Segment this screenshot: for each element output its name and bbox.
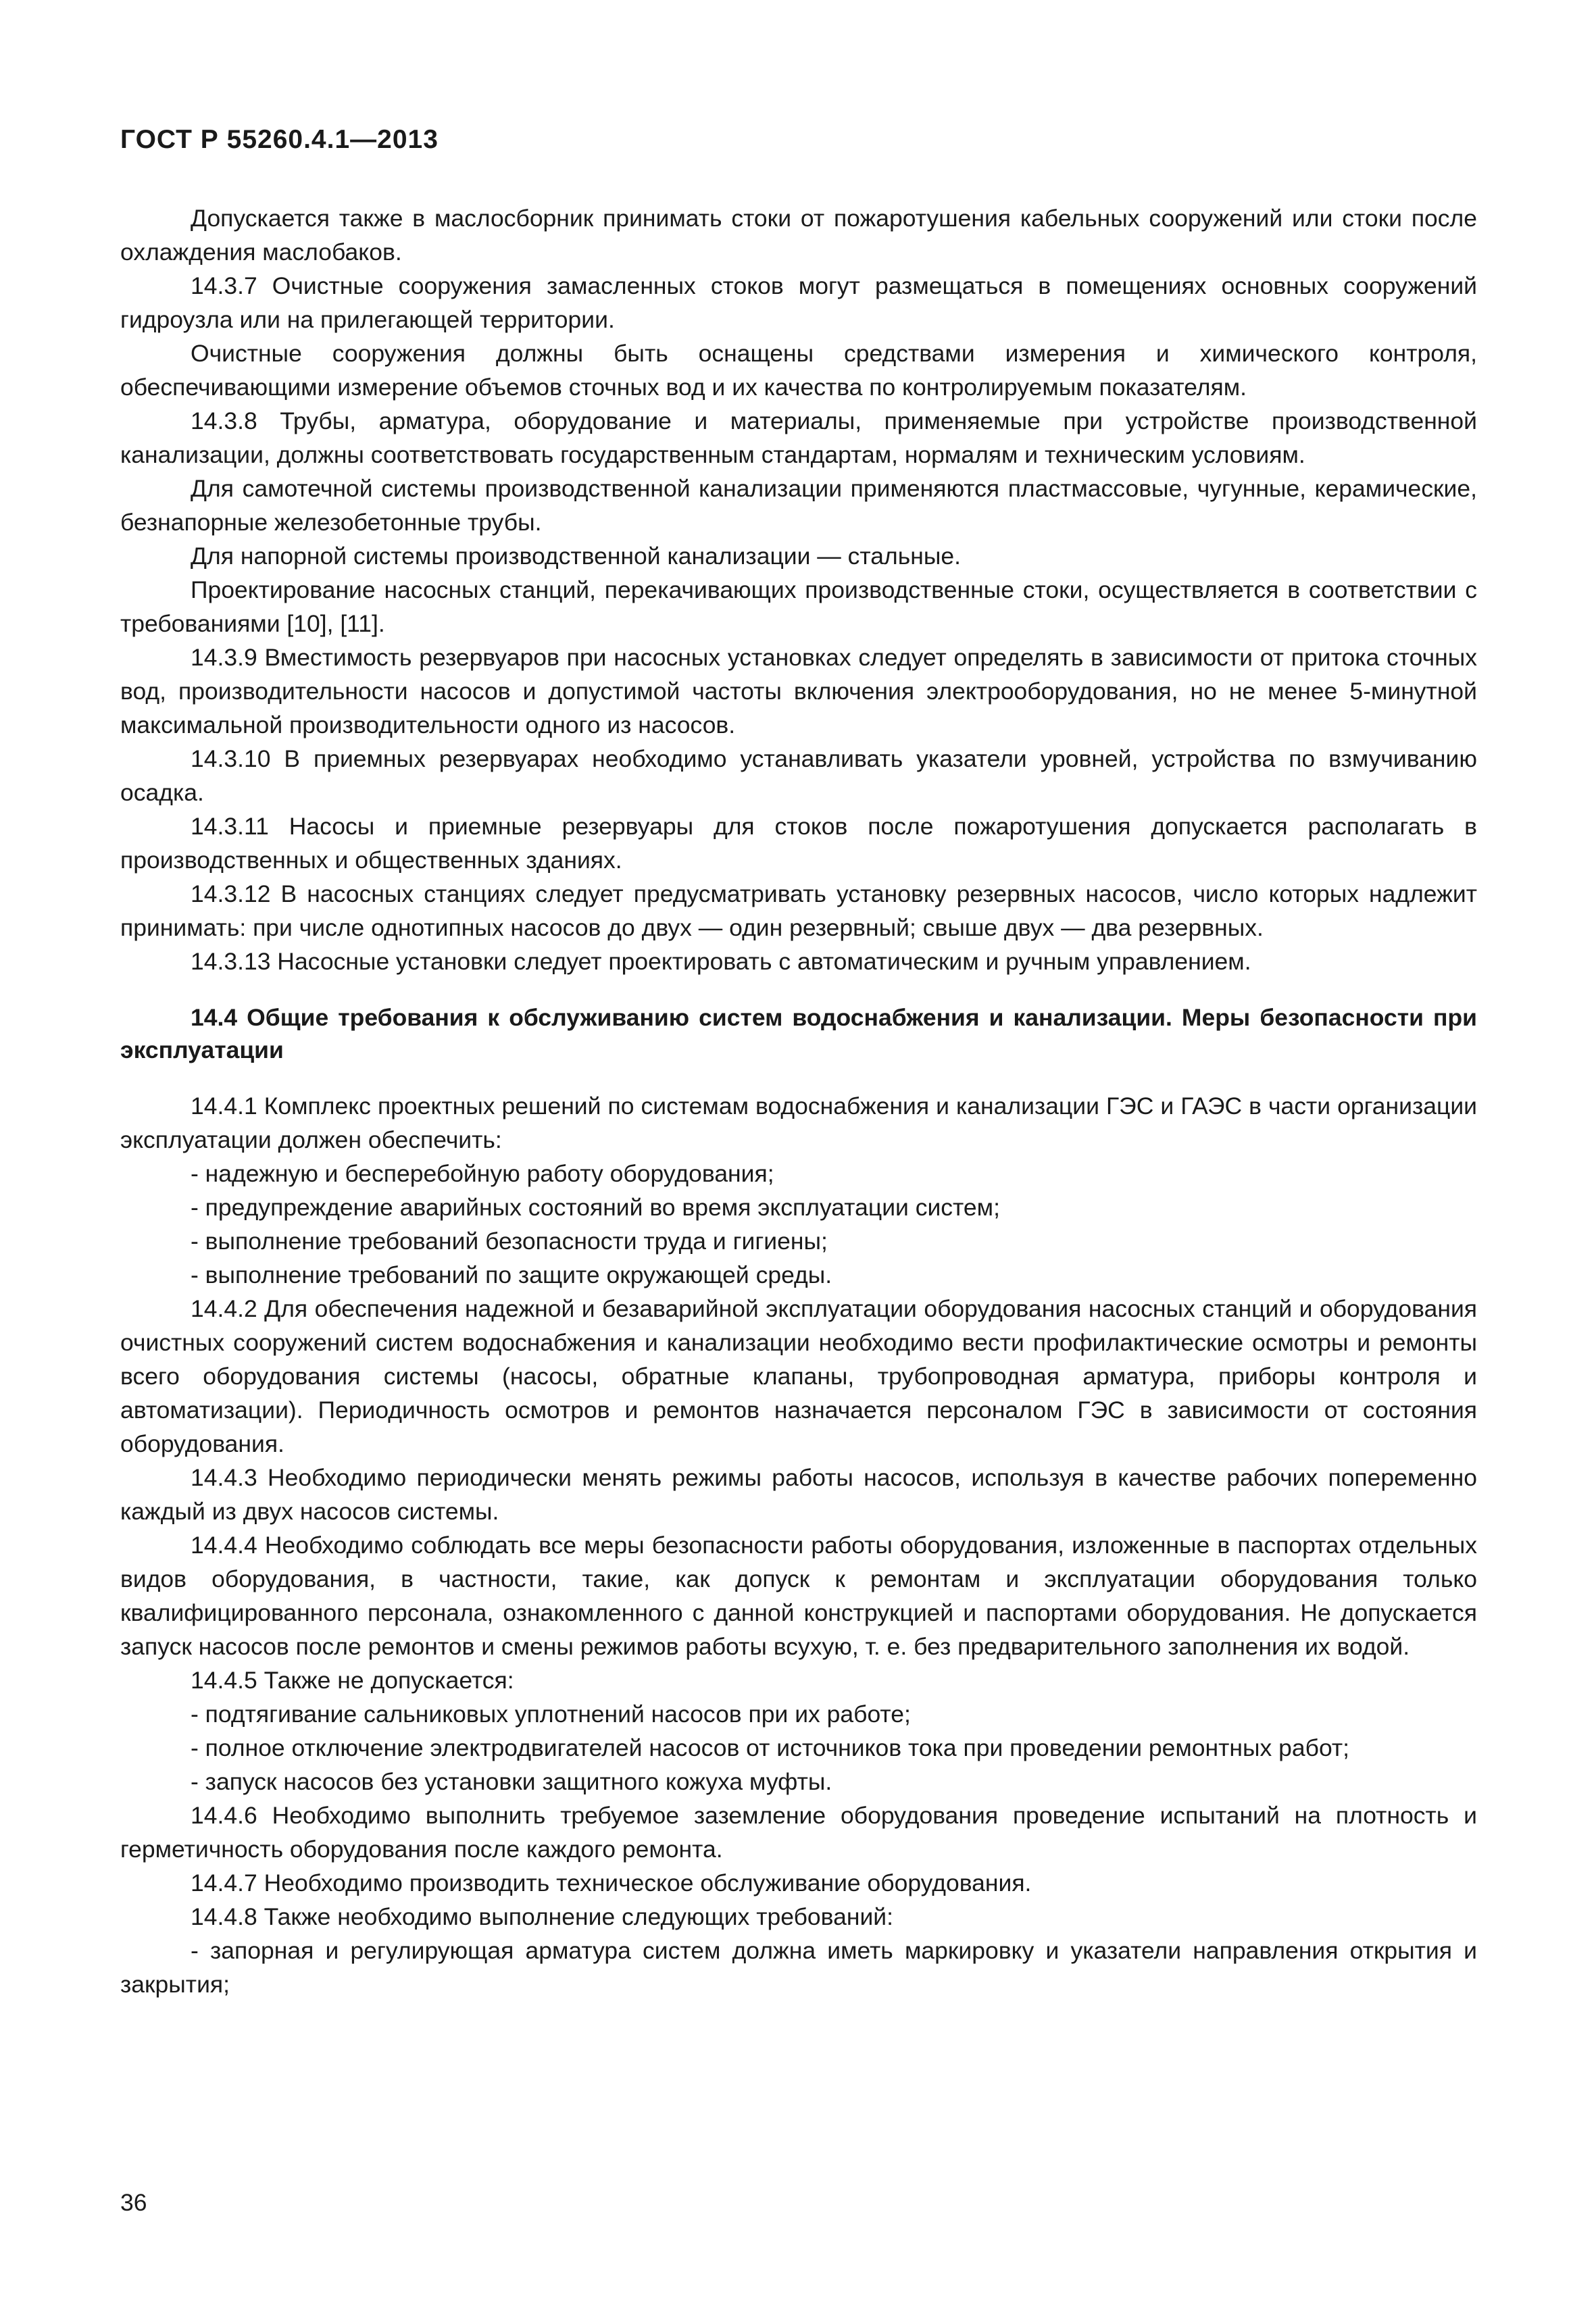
paragraph: 14.4.2 Для обеспечения надежной и безаварийной эксплуатации оборудования насосных станций и оборудования очистных сооружений систем водоснабжения и канализации необходимо вести профилактические осмотры и ремонты всего оборудования системы (насосы, обратные клапаны, трубопроводная арматура, приборы контроля и автоматизации). Периодичность осмотров и ремонтов назначается персоналом ГЭС в зависимости от состояния оборудования. bbox=[120, 1295, 1477, 1457]
paragraph: 14.4.6 Необходимо выполнить требуемое заземление оборудования проведение испытаний на плотность и герметичность оборудования после каждого ремонта. bbox=[120, 1802, 1477, 1863]
paragraph: Допускается также в маслосборник принимать стоки от пожаротушения кабельных сооружений или стоки после охлаждения маслобаков. bbox=[120, 205, 1477, 266]
document-body bbox=[120, 201, 1477, 2001]
list-item: - подтягивание сальниковых уплотнений насосов при их работе; bbox=[191, 1701, 911, 1728]
list-item: - предупреждение аварийных состояний во время эксплуатации систем; bbox=[191, 1194, 1000, 1221]
paragraph: 14.4.8 Также необходимо выполнение следующих требований: bbox=[191, 1903, 893, 1930]
list-item: - запорная и регулирующая арматура систем должна иметь маркировку и указатели направления открытия и закрытия; bbox=[120, 1937, 1477, 1998]
list-item: - выполнение требований по защите окружающей среды. bbox=[191, 1261, 832, 1288]
paragraph: 14.3.8 Трубы, арматура, оборудование и материалы, применяемые при устройстве производственной канализации, должны соответствовать государственным стандартам, нормалям и техническим условиям. bbox=[120, 407, 1477, 468]
paragraph: 14.3.9 Вместимость резервуаров при насосных установках следует определять в зависимости от притока сточных вод, производительности насосов и допустимой частоты включения электрооборудования, но не менее 5-минутной максимальной производительности одного из насосов. bbox=[120, 644, 1477, 738]
list-item: - полное отключение электродвигателей насосов от источников тока при проведении ремонтных работ; bbox=[191, 1734, 1350, 1761]
paragraph: 14.3.7 Очистные сооружения замасленных стоков могут размещаться в помещениях основных сооружений гидроузла или на прилегающей территории. bbox=[120, 272, 1477, 333]
paragraph: 14.3.11 Насосы и приемные резервуары для стоков после пожаротушения допускается располагать в производственных и общественных зданиях. bbox=[120, 813, 1477, 874]
document-header: ГОСТ Р 55260.4.1—2013 bbox=[120, 125, 439, 154]
paragraph: 14.4.1 Комплекс проектных решений по системам водоснабжения и канализации ГЭС и ГАЭС в части организации эксплуатации должен обеспечить: bbox=[120, 1092, 1477, 1153]
list-item: - запуск насосов без установки защитного кожуха муфты. bbox=[191, 1768, 832, 1795]
paragraph: 14.3.12 В насосных станциях следует предусматривать установку резервных насосов, число которых надлежит принимать: при числе однотипных насосов до двух — один резервный; свыше двух — два резервных. bbox=[120, 880, 1477, 941]
page-number: 36 bbox=[120, 2189, 147, 2216]
section-heading: 14.4 Общие требования к обслуживанию систем водоснабжения и канализации. Меры безопасности при эксплуатации bbox=[120, 1004, 1477, 1063]
paragraph: 14.4.3 Необходимо периодически менять режимы работы насосов, используя в качестве рабочих попеременно каждый из двух насосов системы. bbox=[120, 1464, 1477, 1525]
paragraph: 14.3.13 Насосные установки следует проектировать с автоматическим и ручным управлением. bbox=[191, 948, 1251, 975]
paragraph: 14.4.4 Необходимо соблюдать все меры безопасности работы оборудования, изложенные в паспортах отдельных видов оборудования, в частности, такие, как допуск к ремонтам и эксплуатации оборудования только квалифицированного персонала, ознакомленного с данной конструкцией и паспортами оборудования. Не допускается запуск насосов после ремонтов и смены режимов работы всухую, т. е. без предварительного заполнения их водой. bbox=[120, 1532, 1477, 1660]
paragraph: Для самотечной системы производственной канализации применяются пластмассовые, чугунные, керамические, безнапорные железобетонные трубы. bbox=[120, 475, 1477, 536]
paragraph: 14.4.5 Также не допускается: bbox=[191, 1667, 514, 1694]
paragraph: Очистные сооружения должны быть оснащены средствами измерения и химического контроля, обеспечивающими измерение объемов сточных вод и их качества по контролируемым показателям. bbox=[120, 340, 1477, 401]
paragraph: Проектирование насосных станций, перекачивающих производственные стоки, осуществляется в соответствии с требованиями [10], [11]. bbox=[120, 576, 1477, 637]
list-item: - выполнение требований безопасности труда и гигиены; bbox=[191, 1228, 828, 1255]
paragraph: 14.3.10 В приемных резервуарах необходимо устанавливать указатели уровней, устройства по взмучиванию осадка. bbox=[120, 745, 1477, 806]
list-item: - надежную и бесперебойную работу оборудования; bbox=[191, 1160, 774, 1187]
paragraph: Для напорной системы производственной канализации — стальные. bbox=[191, 543, 961, 570]
paragraph: 14.4.7 Необходимо производить техническое обслуживание оборудования. bbox=[191, 1869, 1032, 1896]
